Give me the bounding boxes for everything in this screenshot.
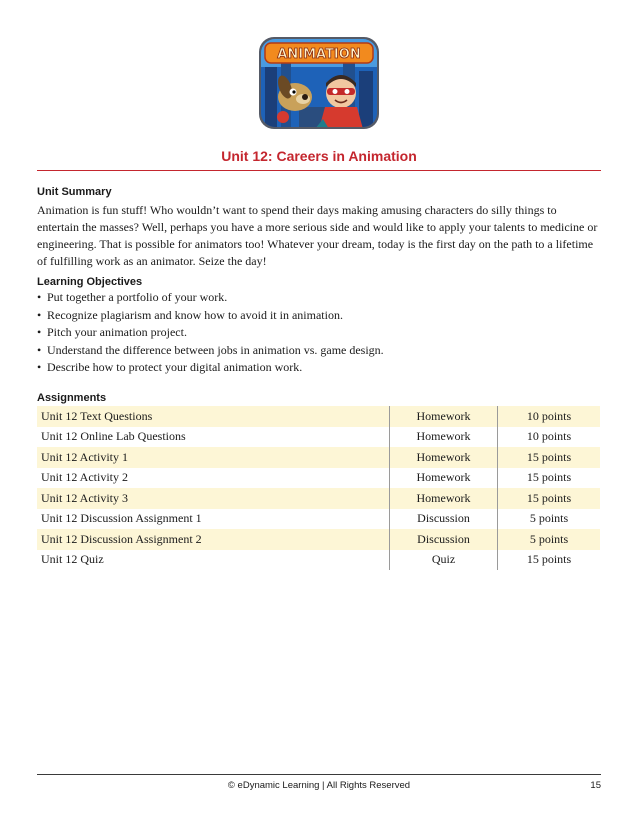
objective-text: Put together a portfolio of your work. [47,290,228,304]
table-row [37,447,600,468]
table-row [37,406,600,427]
assignment-name: Unit 12 Discussion Assignment 2 [37,529,390,550]
assignments-table [37,406,600,570]
table-row [37,550,600,571]
list-item [37,324,597,342]
learning-objectives-list [37,289,597,377]
list-item [37,289,597,307]
table-row [37,488,600,509]
assignment-type: Quiz [390,550,498,571]
assignment-type: Homework [390,488,498,509]
assignment-type: Discussion [390,529,498,550]
assignment-type: Homework [390,406,498,427]
objective-text: Pitch your animation project. [47,325,187,339]
table-row [37,509,600,530]
bullet-icon: • [37,307,42,322]
assignment-name: Unit 12 Online Lab Questions [41,429,186,444]
assignment-points: 15 points [498,447,601,468]
assignment-name: Unit 12 Activity 1 [37,447,390,468]
assignment-name: Unit 12 Activity 3 [37,488,390,509]
title-divider [37,170,601,171]
objective-text: Describe how to protect your digital animation work. [47,360,303,374]
assignments-heading: Assignments [37,392,107,404]
footer-copyright: © eDynamic Learning | All Rights Reserved [227,780,411,791]
assignment-points: 5 points [529,511,569,526]
objective-text: Understand the difference between jobs in animation vs. game design. [47,342,384,357]
list-item [37,307,597,325]
unit-summary-heading: Unit Summary [37,186,112,198]
unit-summary-text: Animation is fun stuff! Who wouldn’t want to spend their days making amusing characters do silly things to entertain the masses? Well, perhaps you have a more serious side and would like to apply your talents to medicine or engineering. That is possible for animators too! Whatever your dream, today is the first day on the path to a lifetime of fulfilling work as an animator. Seize the day! [37,203,598,268]
assignment-points: 10 points [526,429,572,444]
learning-objectives-heading: Learning Objectives [37,276,143,288]
table-row [37,468,600,489]
page-number: 15 [590,780,601,791]
animation-course-logo [259,37,379,129]
list-item [37,342,597,360]
assignment-name: Unit 12 Activity 2 [41,470,128,485]
assignment-name: Unit 12 Text Questions [37,406,390,427]
assignment-type: Homework [390,468,498,489]
assignment-type: Homework [390,447,498,468]
unit-title: Unit 12: Careers in Animation [221,148,417,164]
objective-text: Recognize plagiarism and know how to avoid it in animation. [47,307,343,322]
assignment-name: Unit 12 Discussion Assignment 1 [41,511,202,526]
assignment-points: 10 points [498,406,601,427]
assignment-points: 15 points [526,470,572,485]
bullet-icon: • [37,342,42,357]
table-row [37,427,600,448]
assignment-points: 15 points [498,488,601,509]
assignment-type: Homework [390,427,498,448]
assignment-points: 15 points [526,552,572,567]
table-row [37,529,600,550]
assignment-type: Discussion [390,509,498,530]
assignment-name: Unit 12 Quiz [41,552,104,567]
bullet-icon: • [37,360,42,374]
list-item [37,359,597,377]
assignment-points: 5 points [498,529,601,550]
bullet-icon: • [37,325,42,339]
logo-wordmark: ANIMATION [277,47,361,62]
bullet-icon: • [37,290,42,304]
footer-divider [37,774,601,775]
